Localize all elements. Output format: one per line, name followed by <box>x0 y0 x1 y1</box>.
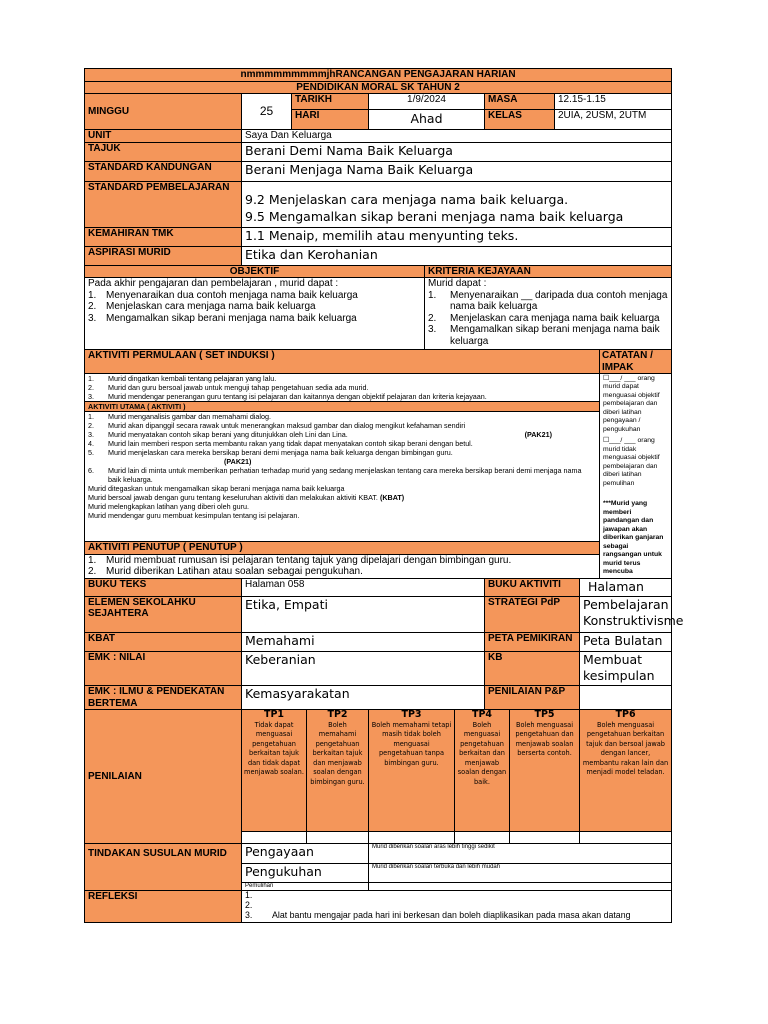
refleksi-label: REFLEKSI <box>85 891 242 923</box>
objektif-item: 3. Mengamalkan sikap berani menjaga nama baik keluarga <box>88 312 357 324</box>
catatan-tidak-menguasai: ☐___/ ___ orang murid tidak menguasai objektif pembelajaran dan diberi latihan pemulihan <box>603 437 660 487</box>
elemen-label: ELEMEN SEKOLAHKU SEJAHTERA <box>85 596 242 632</box>
tp5-cell <box>510 710 580 832</box>
utama-line: Murid ditegaskan untuk mengamalkan sikap berani menjaga nama baik keluarga <box>88 484 345 493</box>
kriteria-label: KRITERIA KEJAYAAN <box>425 265 672 278</box>
catatan-ganjaran: ***Murid yang memberi pandangan dan jawapan akan diberikan ganjaran sebagai rangsangan untuk murid terus mencuba <box>603 500 664 576</box>
aktiviti-penutup-body <box>85 554 600 578</box>
aktiviti-permulaan-list <box>85 374 599 401</box>
penutup-item: 1. Murid membuat rumusan isi pelajaran tentang tajuk yang dipelajari dengan bimbingan guru. <box>88 554 512 566</box>
tp6-cell <box>580 710 672 832</box>
tindakan-label: TINDAKAN SUSULAN MURID <box>85 844 242 891</box>
strategi-value: Pembelajaran Konstruktivisme <box>580 596 672 632</box>
standard-kandungan-label: STANDARD KANDUNGAN <box>85 161 242 181</box>
tp2-heading: TP2 <box>327 709 348 721</box>
objektif-label: OBJEKTIF <box>85 265 425 278</box>
unit-label: UNIT <box>85 130 242 143</box>
pak21-tag: (PAK21) <box>524 430 552 439</box>
buku-aktiviti-value: Halaman <box>580 578 672 596</box>
refleksi-item: 3. Alat bantu mengajar pada hari ini berkesan dan boleh diaplikasikan pada masa akan datang <box>245 909 631 920</box>
utama-line: Murid mendengar guru membuat kesimpulan tentang isi pelajaran. <box>88 511 300 520</box>
objektif-item: 2. Menjelaskan cara menjaga nama baik keluarga <box>88 301 316 312</box>
tp3-cell <box>369 710 455 832</box>
pengayaan-label: Pengayaan <box>242 844 369 864</box>
standard-kandungan-value: Berani Menjaga Nama Baik Keluarga <box>242 161 672 181</box>
peta-value: Peta Bulatan <box>580 632 672 651</box>
kbat-tag: (KBAT) <box>379 493 405 502</box>
tp1-mark[interactable] <box>242 832 307 844</box>
aspirasi-label: ASPIRASI MURID <box>85 246 242 265</box>
utama-item: 3. Murid menyatakan contoh sikap berani yang ditunjukkan oleh Lini dan Lina. (PAK21) <box>88 430 552 439</box>
sp-line-2: 9.5 Mengamalkan sikap berani menjaga nama baik keluarga <box>245 208 624 224</box>
aktiviti-body <box>85 374 600 542</box>
kriteria-item: 3. Mengamalkan sikap berani menjaga nama baik keluarga <box>428 324 660 347</box>
tp5-desc: Boleh menguasai pengetahuan dan menjawab soalan berserta contoh. <box>515 720 574 758</box>
standard-pembelajaran-label: STANDARD PEMBELAJARAN <box>85 181 242 227</box>
kbat-label: KBAT <box>85 632 242 651</box>
emk-ilmu-label: EMK : ILMU & PENDEKATAN BERTEMA <box>85 686 242 710</box>
refleksi-item: 1. <box>245 890 253 901</box>
sp-line-1: 9.2 Menjelaskan cara menjaga nama baik keluarga. <box>245 191 569 207</box>
hari-value: Ahad <box>369 110 485 130</box>
kelas-value: 2UIA, 2USM, 2UTM <box>555 110 672 130</box>
buku-teks-label: BUKU TEKS <box>85 578 242 596</box>
catatan-label: CATATAN / IMPAK <box>600 350 672 374</box>
tp4-desc: Boleh menguasai pengetahuan berkaitan dan menjawab soalan dengan baik. <box>457 720 507 786</box>
pemulihan-note <box>369 883 672 891</box>
tp6-heading: TP6 <box>615 709 636 721</box>
tp3-desc: Boleh memahami tetapi masih tidak boleh menguasai pengetahuan tanpa bimbingan guru. <box>371 720 452 767</box>
tp4-mark[interactable] <box>455 832 510 844</box>
catatan-body <box>600 374 672 579</box>
utama-item: 5. Murid menjelaskan cara mereka bersikap berani demi menjaga nama baik keluarga dengan bimbingan guru. <box>88 448 453 457</box>
strategi-label: STRATEGI PdP <box>485 596 580 632</box>
hari-label: HARI <box>292 110 369 130</box>
buku-aktiviti-label: BUKU AKTIVITI <box>485 578 580 596</box>
tp3-mark[interactable] <box>369 832 455 844</box>
tp4-heading: TP4 <box>471 709 493 721</box>
masa-label: MASA <box>485 94 555 110</box>
penilaian-label: PENILAIAN <box>85 710 242 844</box>
emk-nilai-label: EMK : NILAI <box>85 651 242 686</box>
lesson-plan-table <box>84 68 684 923</box>
catatan-menguasai: ☐___/ ___ orang murid dapat menguasai objektif pembelajaran dan diberi latihan pengayaan / pengukuhan <box>603 375 660 433</box>
tp5-heading: TP5 <box>534 709 555 721</box>
tp2-cell <box>307 710 369 832</box>
aktiviti-utama-label: AKTIVITI UTAMA ( AKTIVITI ) <box>85 401 599 412</box>
kriteria-intro: Murid dapat : <box>428 278 487 289</box>
utama-line: Murid bersoal jawab dengan guru tentang keseluruhan aktiviti dan melakukan aktiviti KBAT. (KBAT) <box>88 493 405 502</box>
minggu-value: 25 <box>242 94 292 130</box>
buku-teks-value: Halaman 058 <box>242 578 485 596</box>
kriteria-item: 1. Menyenaraikan __ daripada dua contoh menjaga nama baik keluarga <box>428 289 668 312</box>
elemen-value: Etika, Empati <box>242 596 485 632</box>
permulaan-item: 2. Murid dan guru bersoal jawab untuk menguji tahap pengetahuan sedia ada murid. <box>88 383 369 392</box>
emk-nilai-value: Keberanian <box>242 651 485 686</box>
tp4-cell <box>455 710 510 832</box>
pak21-tag: (PAK21) <box>224 457 252 466</box>
utama-item: 6. Murid lain di minta untuk memberikan perhatian terhadap murid yang sedang menjelaskan tentang cara mereka bersikap berani demi menjaga nama baik keluarga. <box>88 466 582 484</box>
penilaian-pdp-label: PENILAIAN P&P <box>485 686 580 710</box>
tp6-desc: Boleh menguasai pengetahuan berkaitan tajuk dan bersoal jawab dengan lancer, membantu rakan lain dan menjadi model teladan. <box>582 720 669 777</box>
tmk-value: 1.1 Menaip, memilih atau menyunting teks. <box>242 227 672 246</box>
aspirasi-value: Etika dan Kerohanian <box>242 246 672 265</box>
refleksi-body <box>242 891 672 923</box>
objektif-intro: Pada akhir pengajaran dan pembelajaran , murid dapat : <box>88 278 339 289</box>
utama-item: 4. Murid lain memberi respon serta membantu rakan yang tidak dapat menyatakan contoh sikap berani dengan betul. <box>88 439 473 448</box>
objektif-body <box>85 278 425 350</box>
kbat-value: Memahami <box>242 632 485 651</box>
pengukuhan-label: Pengukuhan <box>242 864 369 883</box>
pemulihan-label: Pemulihan <box>242 883 369 891</box>
penutup-item: 2. Murid diberikan Latihan atau soalan sebagai pengukuhan. <box>88 566 363 577</box>
tp1-heading: TP1 <box>263 709 285 721</box>
tajuk-label: TAJUK <box>85 142 242 161</box>
tp2-desc: Boleh memahami pengetahuan berkaitan tajuk dan menjawab soalan dengan bimbingan guru. <box>310 720 365 786</box>
emk-ilmu-value: Kemasyarakatan <box>242 686 485 710</box>
minggu-label: MINGGU <box>85 94 242 130</box>
aktiviti-permulaan-label: AKTIVITI PERMULAAN ( SET INDUKSI ) <box>85 350 600 374</box>
aktiviti-utama-list <box>85 412 599 520</box>
standard-pembelajaran-value <box>242 181 672 227</box>
peta-label: PETA PEMIKIRAN <box>485 632 580 651</box>
tp1-desc: Tidak dapat menguasai pengetahuan berkaitan tajuk dan tidak dapat menjawab soalan. <box>244 720 304 777</box>
objektif-item: 1. Menyenaraikan dua contoh menjaga nama baik keluarga <box>88 289 358 301</box>
kb-value: Membuat kesimpulan <box>580 651 672 686</box>
utama-line: Murid melengkapkan latihan yang diberi oleh guru. <box>88 502 250 511</box>
kelas-label: KELAS <box>485 110 555 130</box>
tp5-mark[interactable] <box>510 832 580 844</box>
kb-label: KB <box>485 651 580 686</box>
pengayaan-note: Murid diberikan soalan aras lebih tinggi sedikit <box>369 844 672 864</box>
tarikh-label: TARIKH <box>292 94 369 110</box>
kriteria-item: 2. Menjelaskan cara menjaga nama baik keluarga <box>428 312 660 324</box>
tp1-cell <box>242 710 307 832</box>
permulaan-item: 1. Murid dingatkan kembali tentang pelajaran yang lalu. <box>88 374 277 383</box>
utama-item: 1. Murid menganalisis gambar dan memahami dialog. <box>88 412 271 421</box>
refleksi-item: 2. <box>245 900 253 911</box>
page-subtitle: PENDIDIKAN MORAL SK TAHUN 2 <box>85 81 672 94</box>
tarikh-value: 1/9/2024 <box>369 94 485 110</box>
tp2-mark[interactable] <box>307 832 369 844</box>
kriteria-body <box>425 278 672 350</box>
tp6-mark[interactable] <box>580 832 672 844</box>
tp3-heading: TP3 <box>401 709 422 721</box>
permulaan-item: 3. Murid mendengar penerangan guru tentang isi pelajaran dan kaitannya dengan objektif pelajaran dan kriteria kejayaan. <box>88 392 487 401</box>
tajuk-value: Berani Demi Nama Baik Keluarga <box>242 142 672 161</box>
utama-item: 2. Murid akan dipanggil secara rawak untuk menerangkan maksud gambar dan dialog mengikut kefahaman sendiri <box>88 421 466 430</box>
aktiviti-penutup-label: AKTIVITI PENUTUP ( PENUTUP ) <box>85 541 600 554</box>
tmk-label: KEMAHIRAN TMK <box>85 227 242 246</box>
page-title: nmmmmmmmmmjhRANCANGAN PENGAJARAN HARIAN <box>85 69 672 82</box>
penilaian-pdp-value <box>580 686 672 710</box>
masa-value: 12.15-1.15 <box>555 94 672 110</box>
pengukuhan-note: Murid diberikan soalan terbuka dan lebih mudah <box>369 864 672 883</box>
unit-value: Saya Dan Keluarga <box>242 130 672 143</box>
